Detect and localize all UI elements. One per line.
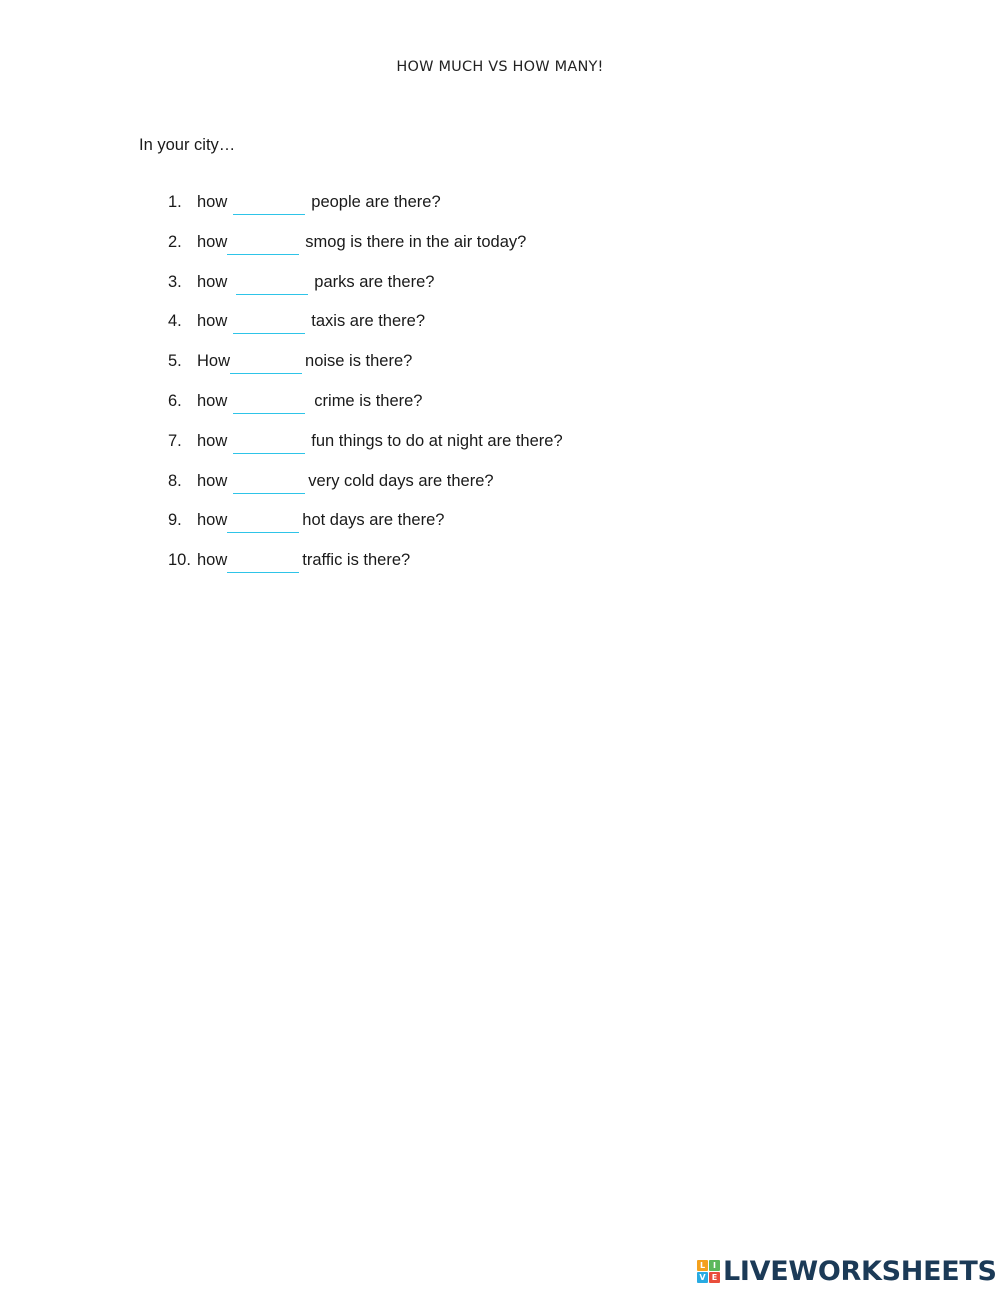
question-suffix: people are there?	[311, 193, 441, 211]
answer-blank-3[interactable]	[236, 276, 308, 295]
question-number: 9.	[168, 511, 182, 529]
question-suffix: traffic is there?	[302, 551, 411, 569]
question-suffix: taxis are there?	[311, 312, 426, 330]
answer-blank-4[interactable]	[233, 315, 305, 334]
logo-blocks-icon	[697, 1260, 720, 1283]
question-number: 10.	[168, 551, 191, 569]
liveworksheets-logo	[697, 1256, 997, 1287]
question-number: 4.	[168, 312, 182, 330]
answer-blank-10[interactable]	[227, 554, 299, 573]
question-prefix: how	[197, 233, 228, 251]
answer-blank-5[interactable]	[230, 355, 302, 374]
answer-blank-1[interactable]	[233, 196, 305, 215]
answer-blank-7[interactable]	[233, 435, 305, 454]
question-suffix: parks are there?	[314, 273, 435, 291]
question-prefix: how	[197, 273, 228, 291]
question-number: 1.	[168, 193, 182, 211]
question-prefix: how	[197, 551, 228, 569]
question-prefix: how	[197, 472, 228, 490]
page-title: HOW MUCH VS HOW MANY!	[396, 59, 604, 75]
question-prefix: how	[197, 511, 228, 529]
question-suffix: fun things to do at night are there?	[311, 432, 563, 450]
logo-text: LIVEWORKSHEETS	[723, 1256, 997, 1287]
answer-blank-9[interactable]	[227, 514, 299, 533]
question-prefix: how	[197, 193, 228, 211]
question-number: 3.	[168, 273, 182, 291]
question-suffix: smog is there in the air today?	[305, 233, 527, 251]
question-prefix: how	[197, 312, 228, 330]
answer-blank-8[interactable]	[233, 475, 305, 494]
question-prefix: How	[197, 352, 231, 370]
question-number: 7.	[168, 432, 182, 450]
answer-blank-6[interactable]	[233, 395, 305, 414]
logo-block: E	[709, 1272, 720, 1283]
question-number: 8.	[168, 472, 182, 490]
question-suffix: noise is there?	[305, 352, 413, 370]
answer-blank-2[interactable]	[227, 236, 299, 255]
question-number: 5.	[168, 352, 182, 370]
question-number: 2.	[168, 233, 182, 251]
question-suffix: hot days are there?	[302, 511, 445, 529]
question-suffix: crime is there?	[314, 392, 423, 410]
logo-block: I	[709, 1260, 720, 1271]
question-prefix: how	[197, 392, 228, 410]
logo-block: V	[697, 1272, 708, 1283]
question-prefix: how	[197, 432, 228, 450]
question-number: 6.	[168, 392, 182, 410]
question-suffix: very cold days are there?	[308, 472, 494, 490]
logo-block: L	[697, 1260, 708, 1271]
intro-text: In your city…	[139, 136, 236, 154]
